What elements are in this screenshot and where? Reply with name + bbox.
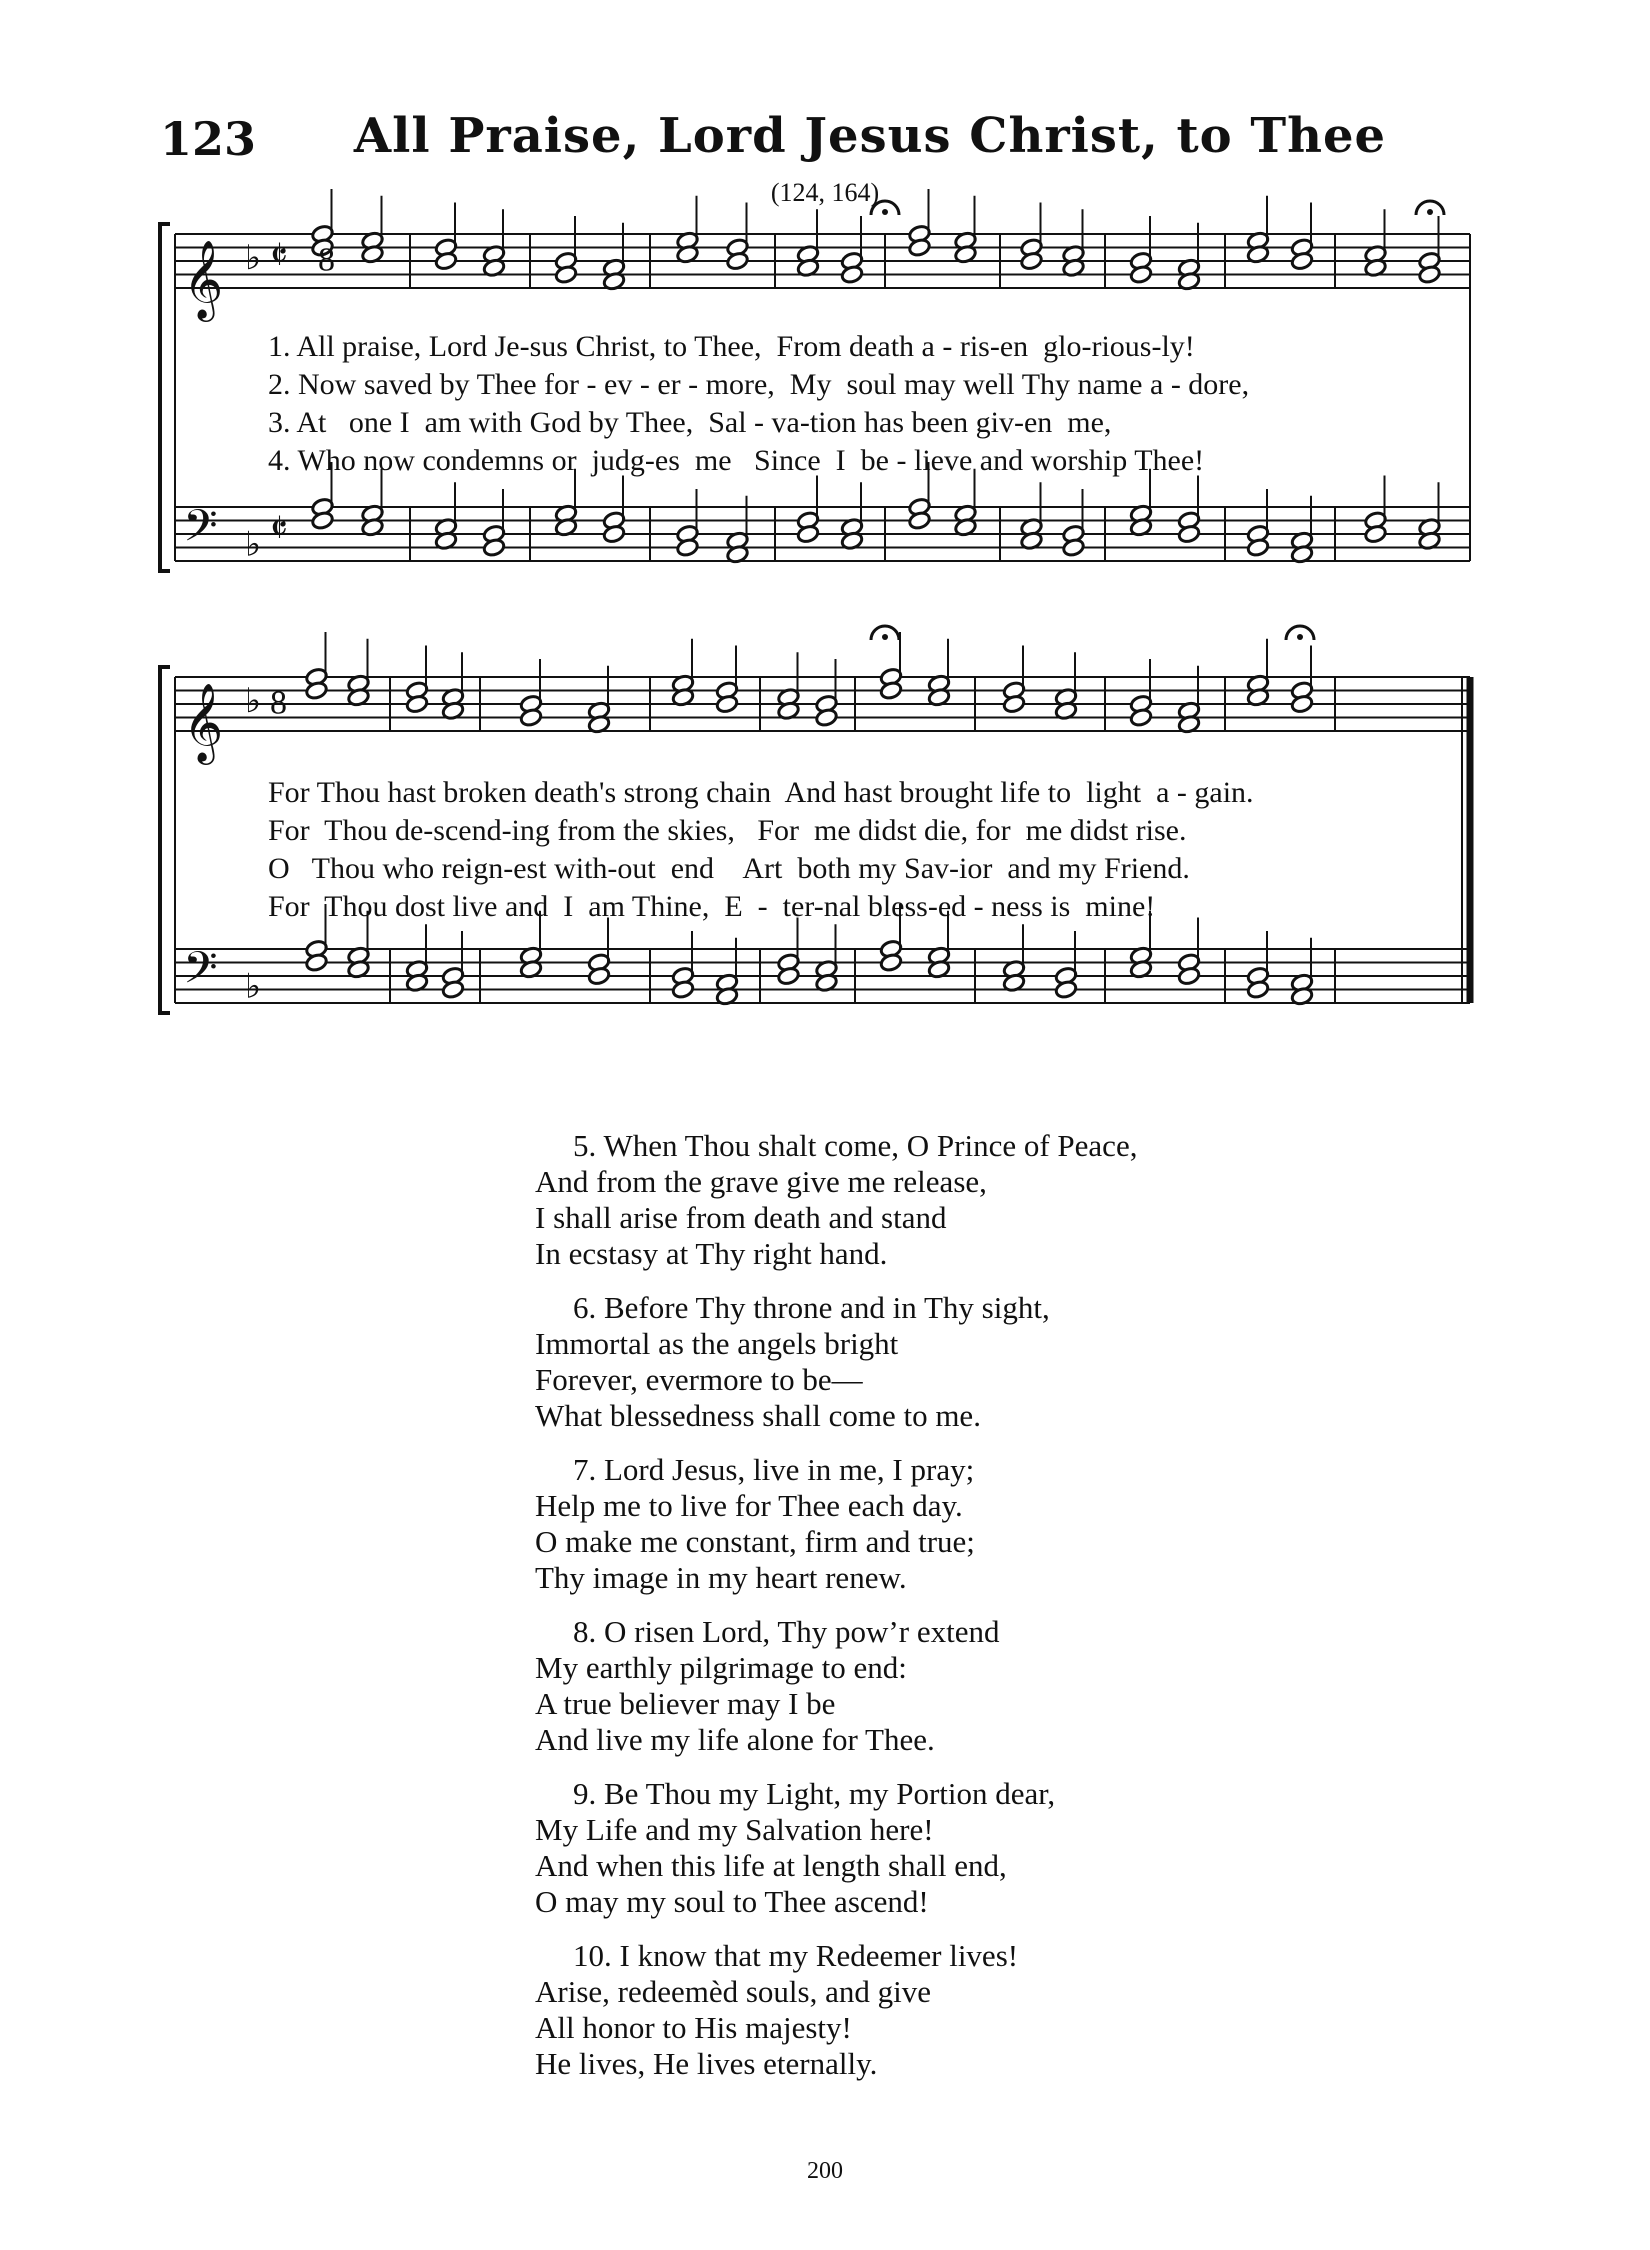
fermata-dot xyxy=(1427,209,1433,215)
lyric-line-verse4: For Thou dost live and I am Thine, E - ter-nal bless-ed - ness is mine! xyxy=(268,890,1156,923)
stanza-line: Arise, redeemèd souls, and give xyxy=(535,1974,931,2009)
lyric-line-verse4: 4. Who now condemns or judg-es me Since I be - lieve and worship Thee! xyxy=(268,444,1205,477)
flat-icon: ♭ xyxy=(245,681,262,721)
cut-time-icon: 𝄵 xyxy=(270,506,288,552)
stanza-line: Help me to live for Thee each day. xyxy=(535,1488,963,1523)
stanza-line: A true believer may I be xyxy=(535,1686,836,1721)
eighth-rest-numeral: 8 xyxy=(318,241,335,279)
system-bracket xyxy=(160,224,170,571)
stanza-line: I shall arise from death and stand xyxy=(535,1200,947,1235)
fermata-dot xyxy=(1297,634,1303,640)
stanza-10 xyxy=(535,1938,1435,2082)
fermata-dot xyxy=(882,209,888,215)
stanza-line: Thy image in my heart renew. xyxy=(535,1560,907,1595)
stanza-line: And when this life at length shall end, xyxy=(535,1848,1007,1883)
stanza-line: Immortal as the angels bright xyxy=(535,1326,899,1361)
stanza-line: 7. Lord Jesus, live in me, I pray; xyxy=(573,1452,975,1487)
treble-clef-icon: 𝄞 xyxy=(183,683,224,762)
lyric-line-verse3: O Thou who reign-est with-out end Art both my Sav-ior and my Friend. xyxy=(268,852,1190,885)
stanza-line: In ecstasy at Thy right hand. xyxy=(535,1236,888,1271)
hymn-title: All Praise, Lord Jesus Christ, to Thee xyxy=(353,108,1387,164)
stanza-9 xyxy=(535,1776,1435,1920)
stanza-line: And live my life alone for Thee. xyxy=(535,1722,935,1757)
additional-stanzas xyxy=(535,1128,1435,2100)
stanza-line: And from the grave give me release, xyxy=(535,1164,987,1199)
stanza-line: 6. Before Thy throne and in Thy sight, xyxy=(573,1290,1050,1325)
eighth-rest-numeral: 8 xyxy=(270,684,287,722)
hymn-number: 123 xyxy=(160,112,257,166)
lyric-line-verse2: 2. Now saved by Thee for - ev - er - more, My soul may well Thy name a - dore, xyxy=(268,368,1250,401)
lyric-line-verse1: For Thou hast broken death's strong chain And hast brought life to light a - gain. xyxy=(268,776,1254,809)
stanza-7 xyxy=(535,1452,1435,1596)
stanza-line: My Life and my Salvation here! xyxy=(535,1812,934,1847)
lyric-line-verse3: 3. At one I am with God by Thee, Sal - va-tion has been giv-en me, xyxy=(268,406,1112,439)
hymn-cross-references: (124, 164) xyxy=(770,178,880,207)
treble-clef-icon: 𝄞 xyxy=(183,240,224,319)
stanza-line: My earthly pilgrimage to end: xyxy=(535,1650,907,1685)
fermata-dot xyxy=(882,634,888,640)
cut-time-icon: 𝄵 xyxy=(270,233,288,279)
stanza-line: 8. O risen Lord, Thy pow’r extend xyxy=(573,1614,1000,1649)
bass-clef-icon: 𝄢 xyxy=(183,941,218,1005)
flat-icon: ♭ xyxy=(245,238,262,278)
stanza-line: O make me constant, firm and true; xyxy=(535,1524,975,1559)
stanza-line: 5. When Thou shalt come, O Prince of Peace, xyxy=(573,1128,1138,1163)
stanza-5 xyxy=(535,1128,1435,1272)
stanza-line: All honor to His majesty! xyxy=(535,2010,852,2045)
system-bracket xyxy=(160,667,170,1013)
bass-clef-icon: 𝄢 xyxy=(183,499,218,563)
stanza-line: 10. I know that my Redeemer lives! xyxy=(573,1938,1019,1973)
stanza-line: 9. Be Thou my Light, my Portion dear, xyxy=(573,1776,1056,1811)
lyric-line-verse2: For Thou de-scend-ing from the skies, For me didst die, for me didst rise. xyxy=(268,814,1187,847)
flat-icon: ♭ xyxy=(245,966,262,1007)
stanza-line: What blessedness shall come to me. xyxy=(535,1398,981,1433)
flat-icon: ♭ xyxy=(245,524,262,565)
stanza-6 xyxy=(535,1290,1435,1434)
lyric-line-verse1: 1. All praise, Lord Je-sus Christ, to Thee, From death a - ris-en glo-rious-ly! xyxy=(268,330,1195,363)
stanza-line: O may my soul to Thee ascend! xyxy=(535,1884,929,1919)
stanza-line: Forever, evermore to be— xyxy=(535,1362,863,1397)
page-number: 200 xyxy=(807,2158,843,2184)
stanza-8 xyxy=(535,1614,1435,1758)
stanza-line: He lives, He lives eternally. xyxy=(535,2046,878,2081)
